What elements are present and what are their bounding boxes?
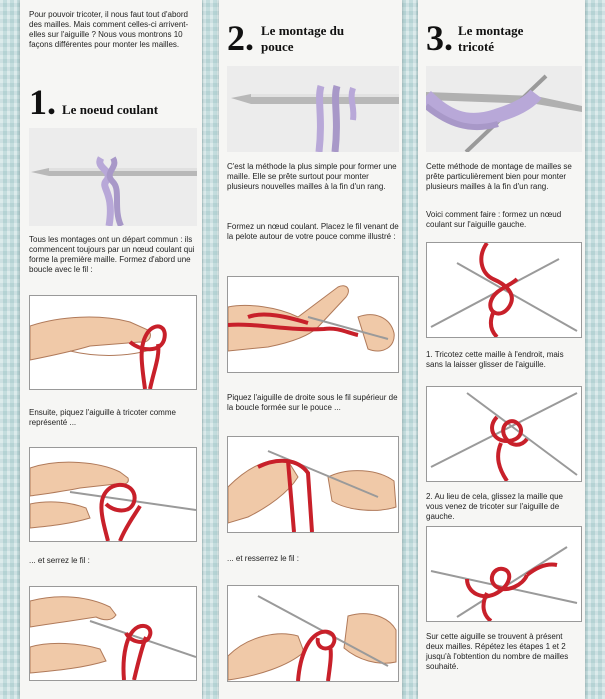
illustration-slipknot-needle [426,242,582,338]
illustration-thumb-loop [227,276,399,373]
column-2 [219,0,402,699]
section-title-noeud-coulant: Le noeud coulant [62,102,159,117]
step2-text-3: Piquez l'aiguille de droite sous le fil supérieur de la boucle formée sur le pouce ... [227,393,398,412]
column-3 [418,0,585,699]
section-title-tricote-line2: tricoté [458,39,495,54]
step3-text-4: 2. Au lieu de cela, glissez la maille que vous venez de tricoter sur l'aiguille de gauche. [426,492,563,521]
needle-slipknot-photo [29,128,197,226]
illustration-knit-stitch [426,386,582,482]
needles-knitted-cast-photo [426,66,582,152]
illustration-loop [29,295,197,390]
step-number-2: 2. [227,18,254,58]
illustration-thumb-insert [227,436,399,533]
illustration-tighten [29,586,197,681]
illustration-thumb-tighten [227,585,399,682]
step3-text-2: Voici comment faire : formez un nœud coulant sur l'aiguille gauche. [426,210,562,229]
step1-text-1: Tous les montages ont un départ commun : ils commencent toujours par un nœud coulant qui forme la première maille. Formez d'abord une boucle avec le fil : [29,235,195,274]
column-1 [20,0,202,699]
step1-text-3: ... et serrez le fil : [29,556,90,565]
intro-text: Pour pouvoir tricoter, il nous faut tout d'abord des mailles. Mais comment celles-ci arrivent-elles sur l'aiguille ? Nous vous montrons 10 façons différentes pour monter les mailles. [29,10,189,49]
section-title-pouce-line1: Le montage du [261,23,345,38]
step3-text-3: 1. Tricotez cette maille à l'endroit, mais sans la laisser glisser de l'aiguille. [426,350,564,369]
step3-text-5: Sur cette aiguille se trouvent à présent deux mailles. Répétez les étapes 1 et 2 jusqu'à l'obtention du nombre de mailles souhaité. [426,632,569,671]
section-title-tricote-line1: Le montage [458,23,524,38]
illustration-slip-stitch-back [426,526,582,622]
step2-text-1: C'est la méthode la plus simple pour former une maille. Elle se prête surtout pour monter plusieurs nouvelles mailles à la fin d'un rang. [227,162,397,191]
illustration-insert-needle [29,447,197,542]
needle-thumb-cast-photo [227,66,399,152]
section-title-pouce-line2: pouce [261,39,294,54]
step2-text-4: ... et resserrez le fil : [227,554,300,563]
step-number-3: 3. [426,18,453,58]
step2-text-2: Formez un nœud coulant. Placez le fil venant de la pelote autour de votre pouce comme illustré : [227,222,399,241]
step3-text-1: Cette méthode de montage de mailles se prête particulièrement bien pour monter plusieurs mailles à la fin d'un rang. [426,162,572,191]
step1-text-2: Ensuite, piquez l'aiguille à tricoter comme représenté ... [29,408,176,427]
step-number-1: 1. [29,82,56,122]
